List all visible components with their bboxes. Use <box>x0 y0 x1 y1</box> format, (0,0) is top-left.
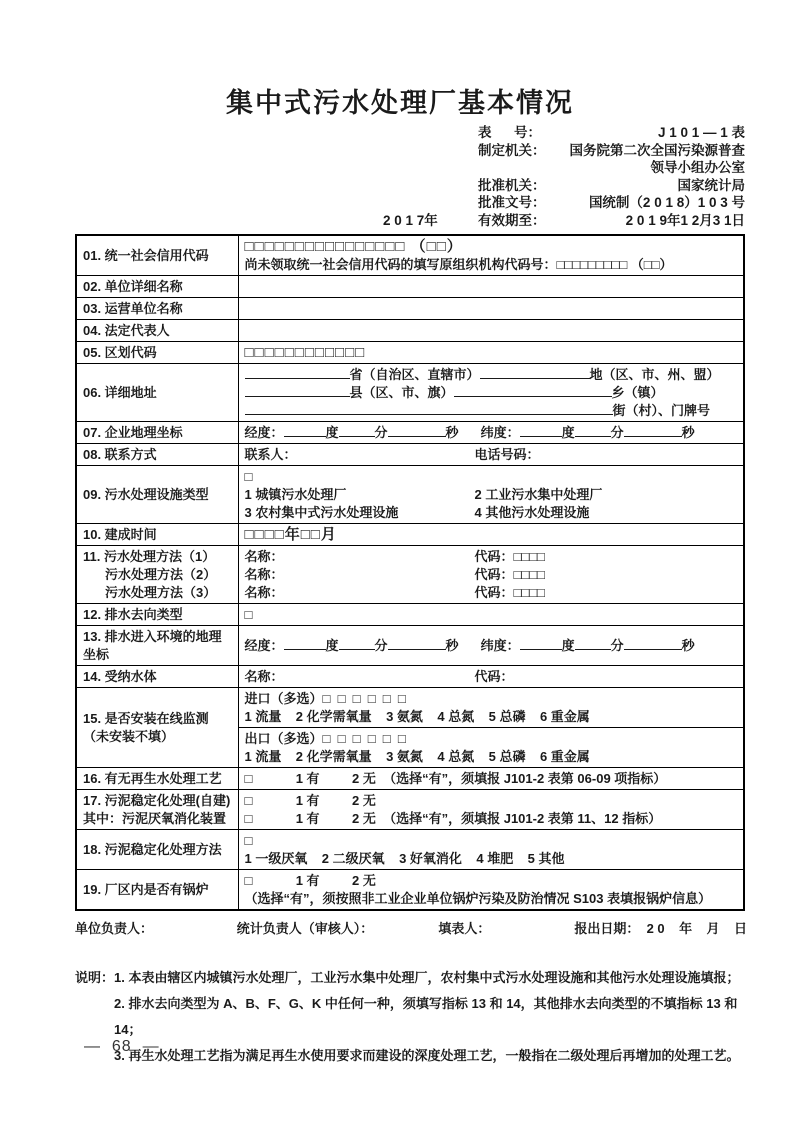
township-label: 乡（镇） <box>611 384 664 400</box>
stabilization-method-checkbox[interactable]: □ <box>244 832 253 848</box>
method-2-name-field[interactable]: 名称： <box>244 566 284 582</box>
label-unit-name: 02. 单位详细名称 <box>76 276 238 298</box>
minute-label: 分 <box>374 637 388 653</box>
meta-prefix <box>383 159 478 177</box>
latitude-sec-blank[interactable] <box>624 637 682 650</box>
label-treatment-method-1: 11. 污水处理方法（1） <box>83 548 216 564</box>
option-industrial-plant: 2 工业污水集中处理厂 <box>474 486 603 502</box>
row-operator-name <box>76 298 744 320</box>
label-online-monitoring: 15. 是否安装在线监测 <box>83 710 209 726</box>
province-blank[interactable] <box>245 366 350 379</box>
form-filler-field[interactable]: 填表人： <box>438 921 491 936</box>
address-line-province <box>245 366 738 384</box>
contact-line <box>245 446 738 464</box>
row-drainage-type <box>76 604 744 626</box>
notes-section <box>75 965 765 1069</box>
treatment-method-line-2 <box>245 566 738 584</box>
street-blank[interactable] <box>245 402 613 415</box>
minute-label: 分 <box>610 637 624 653</box>
label-plant-coordinates: 07. 企业地理坐标 <box>76 422 238 444</box>
row-discharge-coordinates <box>76 626 744 666</box>
report-date-field[interactable]: 报出日期： 2 0 年 月 日 <box>574 921 747 936</box>
drainage-type-checkbox[interactable]: □ <box>244 606 253 622</box>
label-online-monitoring-note: （未安装不填） <box>83 728 175 744</box>
meta-label-issuing-agency: 制定机关： <box>478 142 546 158</box>
longitude-sec-blank[interactable] <box>388 637 446 650</box>
latitude-deg-blank[interactable] <box>520 637 562 650</box>
degree-label: 度 <box>325 637 339 653</box>
minute-label: 分 <box>374 424 388 440</box>
meta-prefix <box>383 142 478 160</box>
boiler-checkbox-line[interactable]: □ 1 有 2 无 <box>244 872 376 888</box>
treatment-method-line-1 <box>245 548 738 566</box>
method-3-name-field[interactable]: 名称： <box>244 584 284 600</box>
row-legal-representative <box>76 320 744 342</box>
facility-type-options-2 <box>245 504 738 522</box>
meta-row-form-number <box>383 124 745 142</box>
inlet-checkboxes[interactable]: 进口（多选）□ □ □ □ □ □ <box>244 690 406 706</box>
meta-prefix <box>383 124 478 142</box>
prefecture-label: 地（区、市、州、盟） <box>589 366 720 382</box>
facility-type-options-1 <box>245 486 738 504</box>
row-division-code <box>76 342 744 364</box>
meta-prefix <box>383 194 478 212</box>
option-rural-facility: 3 农村集中式污水处理设施 <box>244 504 399 520</box>
method-1-code-boxes[interactable]: 代码：□□□□ <box>474 548 545 564</box>
meta-year-label: 2 0 1 7年 <box>383 212 438 228</box>
degree-label: 度 <box>561 637 575 653</box>
label-address: 06. 详细地址 <box>76 364 238 422</box>
outlet-checkboxes[interactable]: 出口（多选）□ □ □ □ □ □ <box>244 730 406 746</box>
label-treatment-method-2: 污水处理方法（2） <box>105 566 217 582</box>
receiving-water-code-field[interactable]: 代码： <box>474 668 514 684</box>
meta-prefix <box>383 177 478 195</box>
option-urban-plant: 1 城镇污水处理厂 <box>244 486 347 502</box>
meta-row-approval-document <box>383 194 745 212</box>
row-boiler <box>76 870 744 911</box>
degree-label: 度 <box>561 424 575 440</box>
longitude-label: 经度： <box>244 424 284 440</box>
meta-row-validity <box>383 212 745 230</box>
unit-head-field[interactable]: 单位负责人： <box>75 921 154 936</box>
meta-value-approval-document: 国统制（2 0 1 8）1 0 3 号 <box>588 195 745 210</box>
label-receiving-water: 14. 受纳水体 <box>76 666 238 688</box>
row-completion-date <box>76 524 744 546</box>
label-operator-name: 03. 运营单位名称 <box>76 298 238 320</box>
facility-type-checkbox[interactable]: □ <box>244 468 253 484</box>
row-address <box>76 364 744 422</box>
reclaimed-water-checkbox-line[interactable]: □ 1 有 2 无 （选择“有”，须填报 J101-2 表第 06-09 项指标） <box>244 770 667 786</box>
signature-row <box>75 919 747 939</box>
second-label: 秒 <box>445 637 459 653</box>
row-credit-code <box>76 235 744 276</box>
meta-value-issuing-agency-2: 领导小组办公室 <box>650 160 745 175</box>
minute-label: 分 <box>610 424 624 440</box>
plant-coordinates-line <box>245 424 738 442</box>
meta-label-approving-agency: 批准机关： <box>478 177 546 193</box>
longitude-min-blank[interactable] <box>339 637 375 650</box>
row-receiving-water <box>76 666 744 688</box>
row-stabilization-method <box>76 830 744 870</box>
label-treatment-method-3: 污水处理方法（3） <box>105 584 217 600</box>
meta-label-validity: 有效期至： <box>478 212 546 228</box>
county-label: 县（区、市、旗） <box>349 384 454 400</box>
outlet-item-labels: 1 流量 2 化学需氧量 3 氨氮 4 总氮 5 总磷 6 重金属 <box>244 748 590 764</box>
address-line-street <box>245 402 738 420</box>
notes-prefix: 说明： <box>75 970 115 985</box>
row-unit-name <box>76 276 744 298</box>
second-label: 秒 <box>681 637 695 653</box>
label-completion-date: 10. 建成时间 <box>76 524 238 546</box>
label-reclaimed-water: 16. 有无再生水处理工艺 <box>76 768 238 790</box>
contact-person-field[interactable]: 联系人： <box>244 446 297 462</box>
receiving-water-name-field[interactable]: 名称： <box>244 668 284 684</box>
second-label: 秒 <box>681 424 695 440</box>
division-code-boxes[interactable]: □□□□□□□□□□□□ <box>244 343 366 361</box>
meta-row-approving-agency <box>383 177 745 195</box>
operator-name-input[interactable] <box>245 300 738 318</box>
prefecture-blank[interactable] <box>480 366 590 379</box>
option-other-facility: 4 其他污水处理设施 <box>474 504 590 520</box>
province-label: 省（自治区、直辖市） <box>349 366 480 382</box>
sludge-stabilization-checkbox-line[interactable]: □ 1 有 2 无 <box>244 792 376 808</box>
unit-name-input[interactable] <box>245 278 738 296</box>
longitude-deg-blank[interactable] <box>284 637 326 650</box>
latitude-min-blank[interactable] <box>575 424 611 437</box>
second-label: 秒 <box>445 424 459 440</box>
row-treatment-methods <box>76 546 744 604</box>
label-boiler: 19. 厂区内是否有锅炉 <box>76 870 238 911</box>
meta-label-empty <box>478 159 566 177</box>
anaerobic-digestion-checkbox-line[interactable]: □ 1 有 2 无 （选择“有”，须填报 J101-2 表第 11、12 指标） <box>244 810 662 826</box>
method-1-name-field[interactable]: 名称： <box>244 548 284 564</box>
inlet-item-labels: 1 流量 2 化学需氧量 3 氨氮 4 总氮 5 总磷 6 重金属 <box>244 708 590 724</box>
discharge-coordinates-line <box>245 637 738 655</box>
row-facility-type <box>76 466 744 524</box>
township-blank[interactable] <box>454 384 612 397</box>
meta-value-form-number: J 1 0 1 — 1 表 <box>657 125 745 140</box>
latitude-sec-blank[interactable] <box>624 424 682 437</box>
row-contact <box>76 444 744 466</box>
label-stabilization-method: 18. 污泥稳定化处理方法 <box>76 830 238 870</box>
label-discharge-coordinates: 13. 排水进入环境的地理坐标 <box>76 626 238 666</box>
note-item-2: 2. 排水去向类型为 A、B、F、G、K 中任何一种，须填写指标 13 和 14，其他排水去向类型的不填指标 13 和 14； <box>114 996 741 1037</box>
page-title: 集中式污水处理厂基本情况 <box>226 88 574 118</box>
row-reclaimed-water <box>76 768 744 790</box>
label-credit-code: 01. 统一社会信用代码 <box>76 235 238 276</box>
note-item-1: 1. 本表由辖区内城镇污水处理厂，工业污水集中处理厂，农村集中式污水处理设施和其他污水处理设施填报； <box>114 970 740 985</box>
row-plant-coordinates <box>76 422 744 444</box>
meta-row-issuing-agency <box>383 142 745 160</box>
treatment-method-line-3 <box>245 584 738 602</box>
completion-date-boxes[interactable]: □□□□年□□月 <box>244 525 337 543</box>
latitude-label: 纬度： <box>480 637 520 653</box>
legal-representative-input[interactable] <box>245 322 738 340</box>
meta-value-approving-agency: 国家统计局 <box>677 177 745 193</box>
statistics-head-field[interactable]: 统计负责人（审核人）： <box>236 921 374 936</box>
meta-label-approval-document: 批准文号： <box>478 195 546 210</box>
county-blank[interactable] <box>245 384 350 397</box>
label-legal-representative: 04. 法定代表人 <box>76 320 238 342</box>
form-meta <box>383 124 745 229</box>
label-anaerobic-digestion: 其中：污泥厌氧消化装置 <box>83 810 227 826</box>
page-number: — 68 — <box>84 1038 160 1055</box>
label-drainage-type: 12. 排水去向类型 <box>76 604 238 626</box>
phone-number-field[interactable]: 电话号码： <box>474 446 540 462</box>
longitude-deg-blank[interactable] <box>284 424 326 437</box>
receiving-water-line <box>245 668 738 686</box>
label-facility-type: 09. 污水处理设施类型 <box>76 466 238 524</box>
meta-label-form-number: 表 号： <box>478 125 542 140</box>
latitude-deg-blank[interactable] <box>520 424 562 437</box>
credit-code-boxes[interactable]: □□□□□□□□□□□□□□□□ （□□） <box>244 237 463 255</box>
longitude-label: 经度： <box>244 637 284 653</box>
meta-value-issuing-agency: 国务院第二次全国污染源普查 <box>569 142 745 158</box>
label-division-code: 05. 区划代码 <box>76 342 238 364</box>
form-table <box>75 234 745 911</box>
degree-label: 度 <box>325 424 339 440</box>
latitude-label: 纬度： <box>480 424 520 440</box>
meta-value-validity: 2 0 1 9年1 2月3 1日 <box>625 212 745 228</box>
label-sludge-stabilization: 17. 污泥稳定化处理(自建) <box>83 792 231 808</box>
method-3-code-boxes[interactable]: 代码：□□□□ <box>474 584 545 600</box>
street-label: 街（村）、门牌号 <box>612 402 711 418</box>
note-item-3: 3. 再生水处理工艺指为满足再生水使用要求而建设的深度处理工艺，一般指在二级处理后再增加的处理工艺。 <box>114 1048 740 1063</box>
latitude-min-blank[interactable] <box>575 637 611 650</box>
notes-lines <box>114 965 765 1069</box>
row-sludge-stabilization <box>76 790 744 830</box>
longitude-sec-blank[interactable] <box>388 424 446 437</box>
credit-code-note[interactable]: 尚未领取统一社会信用代码的填写原组织机构代码号：□□□□□□□□□ （□□） <box>244 256 673 272</box>
row-online-monitoring-inlet <box>76 688 744 728</box>
stabilization-method-options: 1 一级厌氧 2 二级厌氧 3 好氧消化 4 堆肥 5 其他 <box>244 850 565 866</box>
label-contact: 08. 联系方式 <box>76 444 238 466</box>
method-2-code-boxes[interactable]: 代码：□□□□ <box>474 566 545 582</box>
address-line-county <box>245 384 738 402</box>
boiler-note-line: （选择“有”，须按照非工业企业单位锅炉污染及防治情况 S103 表填报锅炉信息） <box>244 890 712 906</box>
longitude-min-blank[interactable] <box>339 424 375 437</box>
meta-row-issuing-agency-2 <box>383 159 745 177</box>
